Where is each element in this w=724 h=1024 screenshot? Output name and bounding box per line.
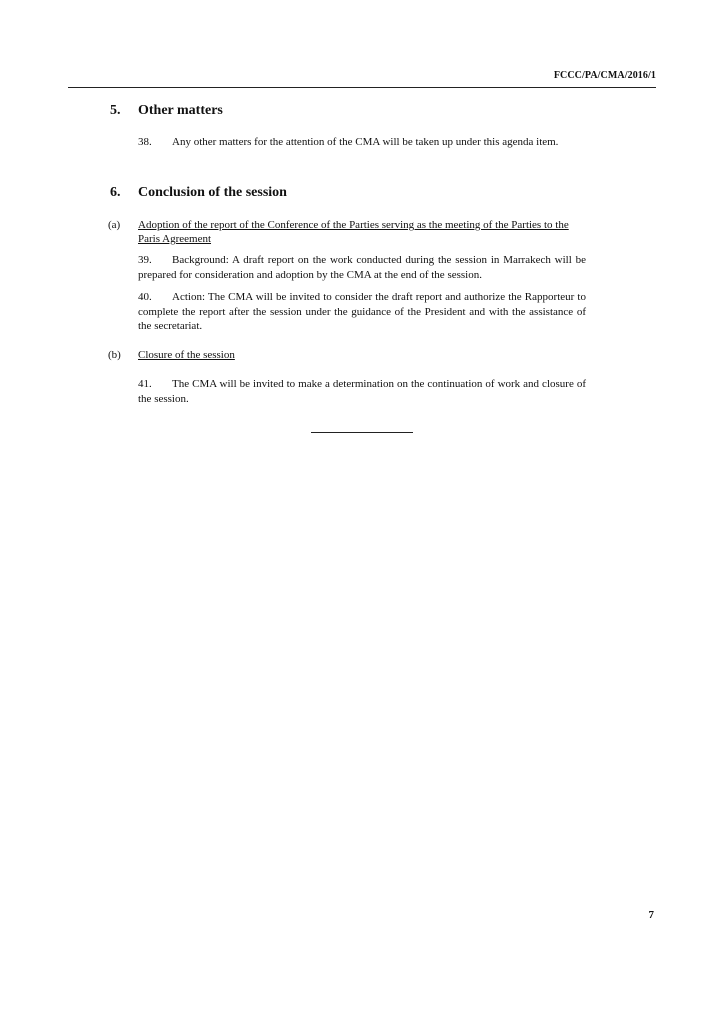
subsection-letter: (a) — [108, 219, 121, 231]
paragraph-number: 41. — [138, 378, 152, 390]
paragraph-number: 39. — [138, 254, 152, 266]
paragraph-39 — [138, 253, 586, 282]
section-number: 6. — [110, 185, 121, 200]
paragraph-text: Any other matters for the attention of the CMA will be taken up under this agenda item. — [172, 136, 559, 148]
paragraph-text: Action: The CMA will be invited to consider the draft report and authorize the Rapporteur to complete the report after the session under the guidance of the President and with the assistance of the secretariat. — [138, 291, 586, 332]
page-number: 7 — [648, 909, 654, 921]
paragraph-38 — [138, 135, 586, 150]
subsection-letter: (b) — [108, 349, 121, 361]
paragraph-number: 40. — [138, 291, 152, 303]
subsection-title: Closure of the session — [138, 349, 235, 361]
header-rule — [68, 87, 656, 88]
end-of-document-rule — [311, 432, 413, 433]
section-title: Conclusion of the session — [138, 185, 287, 200]
paragraph-40 — [138, 290, 586, 334]
paragraph-text: The CMA will be invited to make a determination on the continuation of work and closure of the session. — [138, 378, 586, 405]
paragraph-text: Background: A draft report on the work conducted during the session in Marrakech will be prepared for consideration and adoption by the CMA at the end of the session. — [138, 254, 586, 281]
paragraph-41 — [138, 377, 586, 406]
paragraph-number: 38. — [138, 136, 152, 148]
subsection-title: Adoption of the report of the Conference of the Parties serving as the meeting of the Parties to the Paris Agreement — [138, 219, 569, 245]
document-symbol: FCCC/PA/CMA/2016/1 — [553, 70, 656, 81]
section-title: Other matters — [138, 103, 223, 118]
section-number: 5. — [110, 103, 121, 118]
